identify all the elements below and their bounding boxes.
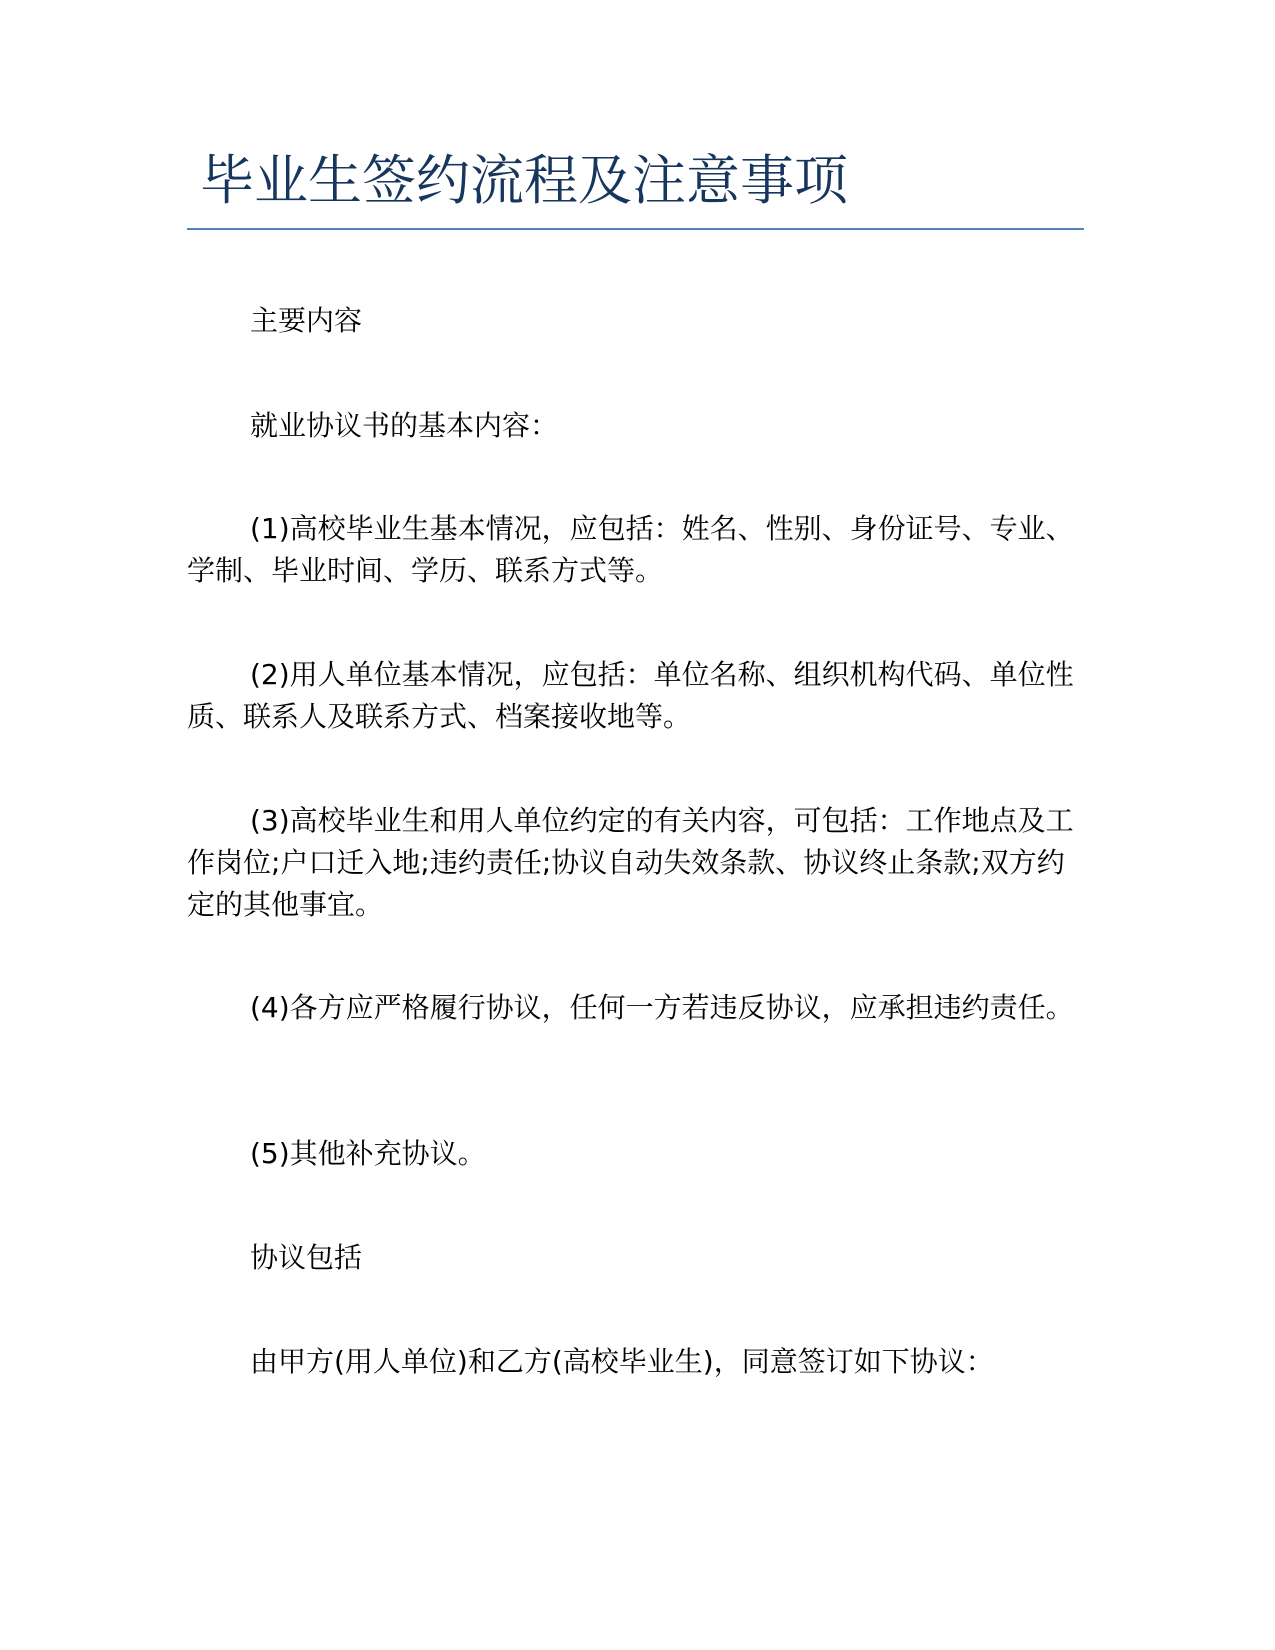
title-underline: [187, 228, 1084, 230]
paragraph-item-1: (1)高校毕业生基本情况，应包括：姓名、性别、身份证号、专业、学制、毕业时间、学历、联系方式等。: [187, 512, 1074, 587]
document-title: 毕业生签约流程及注意事项: [200, 149, 848, 212]
paragraph-item-4: (4)各方应严格履行协议，任何一方若违反协议，应承担违约责任。: [250, 991, 1074, 1024]
paragraph-item-5: (5)其他补充协议。: [250, 1137, 486, 1170]
paragraph-agreement-includes: 协议包括: [250, 1241, 363, 1274]
paragraph-agreement-basics: 就业协议书的基本内容：: [250, 409, 559, 442]
paragraph-item-2: (2)用人单位基本情况，应包括：单位名称、组织机构代码、单位性质、联系人及联系方式、档案接收地等。: [187, 658, 1074, 733]
paragraph-parties-statement: 由甲方(用人单位)和乙方(高校毕业生)，同意签订如下协议：: [250, 1345, 994, 1378]
paragraph-main-content: 主要内容: [250, 304, 363, 337]
paragraph-item-3: (3)高校毕业生和用人单位约定的有关内容，可包括：工作地点及工作岗位;户口迁入地;违约责任;协议自动失效条款、协议终止条款;双方约定的其他事宜。: [187, 804, 1074, 921]
